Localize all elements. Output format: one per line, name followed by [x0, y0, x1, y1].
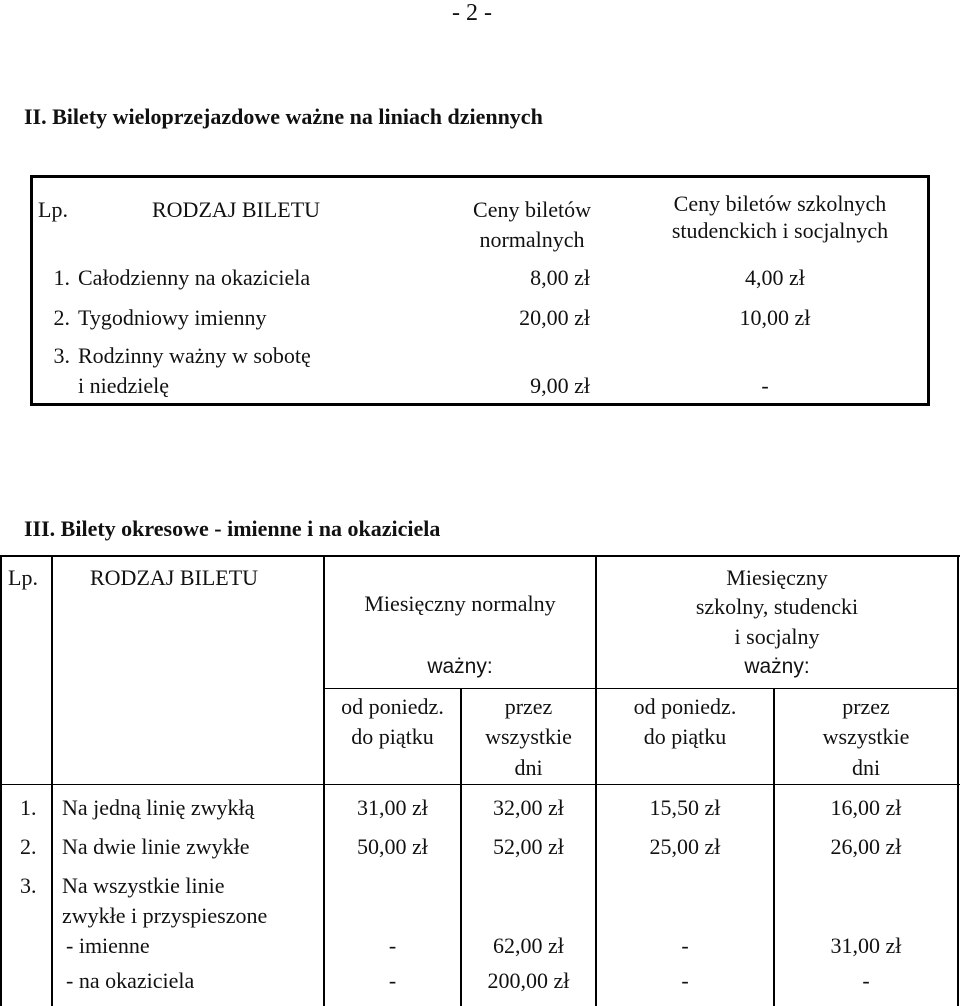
header-alldays-school-line2: wszystkie [822, 724, 910, 749]
header-normal-line2: normalnych [479, 227, 585, 252]
header-lp: Lp. [8, 565, 38, 590]
header-alldays-normal-line2: wszystkie [485, 724, 572, 749]
subheader-line [323, 688, 959, 689]
row-school-price: 4,00 zł [745, 265, 805, 290]
header-valid-normal: ważny: [427, 655, 493, 678]
row-ticket-name-line1: Rodzinny ważny w sobotę [78, 343, 311, 368]
row-school-price: - [761, 373, 769, 398]
row-lp: 3. [53, 343, 70, 368]
header-monthly-school-line2: szkolny, studencki [695, 594, 859, 619]
row-normal-price: 20,00 zł [519, 305, 590, 330]
row-normal-alldays: 32,00 zł [493, 795, 564, 820]
header-alldays-normal-line3: dni [514, 755, 543, 780]
row-normal-weekdays: - [388, 968, 397, 993]
row-lp: 1. [20, 795, 37, 820]
header-normal-line1: Ceny biletów [473, 197, 591, 222]
row-school-weekdays: 25,00 zł [649, 834, 721, 859]
header-alldays-normal-line1: przez [504, 694, 553, 719]
row-normal-alldays: 52,00 zł [493, 834, 564, 859]
header-ticket-type: RODZAJ BILETU [152, 197, 321, 222]
row-school-weekdays: - [681, 933, 689, 958]
row-ticket-name-line1: Na wszystkie linie [62, 873, 225, 898]
row-ticket-name: Całodzienny na okaziciela [78, 265, 311, 290]
row-ticket-name: - na okaziciela [66, 968, 195, 993]
row-ticket-name: Tygodniowy imienny [78, 305, 267, 330]
header-school-line1: Ceny biletów szkolnych [673, 191, 887, 216]
header-alldays-school-line1: przez [842, 694, 890, 719]
row-school-alldays: - [862, 968, 870, 993]
column-divider-lp [51, 555, 53, 1006]
row-normal-weekdays: - [388, 933, 397, 958]
row-school-alldays: 26,00 zł [830, 834, 902, 859]
row-lp: 2. [53, 305, 70, 330]
row-school-weekdays: 15,50 zł [649, 795, 721, 820]
header-weekdays-normal-line1: od poniedz. [341, 694, 444, 719]
header-school-line2: studenckich i socjalnych [671, 218, 889, 243]
header-weekdays-school-line2: do piątku [643, 724, 727, 749]
row-ticket-name-line2: i niedzielę [78, 373, 170, 398]
table-border-left [0, 555, 2, 1006]
row-school-price: 10,00 zł [739, 305, 811, 330]
row-lp: 2. [20, 834, 37, 859]
row-ticket-name: Na jedną linię zwykłą [62, 795, 255, 820]
table-border-bottom [30, 403, 930, 406]
table-border-right [957, 555, 959, 1006]
section-3-heading [24, 516, 440, 542]
row-normal-alldays: 62,00 zł [493, 933, 564, 958]
row-normal-price: 8,00 zł [530, 265, 590, 290]
header-valid-school: ważny: [744, 655, 810, 678]
header-monthly-school-line1: Miesięczny [726, 565, 828, 590]
section-2-heading: II. Bilety wieloprzejazdowe ważne na liniach dziennych [24, 104, 543, 129]
row-ticket-name: - imienne [66, 933, 150, 958]
header-monthly-school-line3: i socjalny [734, 624, 820, 649]
page-number: - 2 - [452, 0, 492, 26]
row-school-alldays: 31,00 zł [830, 933, 902, 958]
header-bottom-line [0, 784, 960, 785]
row-ticket-name: Na dwie linie zwykłe [62, 834, 250, 859]
header-monthly-normal: Miesięczny normalny [364, 591, 556, 616]
row-lp: 3. [20, 873, 37, 898]
header-lp: Lp. [38, 197, 68, 222]
section-3-heading-text: III. Bilety okresowe - imienne i na okaziciela [24, 516, 441, 541]
row-normal-price: 9,00 zł [530, 373, 590, 398]
row-normal-weekdays: 50,00 zł [357, 834, 428, 859]
header-alldays-school-line3: dni [851, 755, 881, 780]
row-lp: 1. [53, 265, 70, 290]
table-border-top [0, 555, 960, 557]
header-weekdays-normal-line2: do piątku [351, 724, 434, 749]
header-ticket-type: RODZAJ BILETU [90, 565, 259, 590]
header-weekdays-school-line1: od poniedz. [633, 694, 737, 719]
row-normal-weekdays: 31,00 zł [357, 795, 428, 820]
row-ticket-name-line2: zwykłe i przyspieszone [62, 903, 268, 928]
row-school-weekdays: - [681, 968, 689, 993]
row-normal-alldays: 200,00 zł [487, 968, 570, 993]
table-border-top [30, 175, 930, 178]
row-school-alldays: 16,00 zł [830, 795, 902, 820]
